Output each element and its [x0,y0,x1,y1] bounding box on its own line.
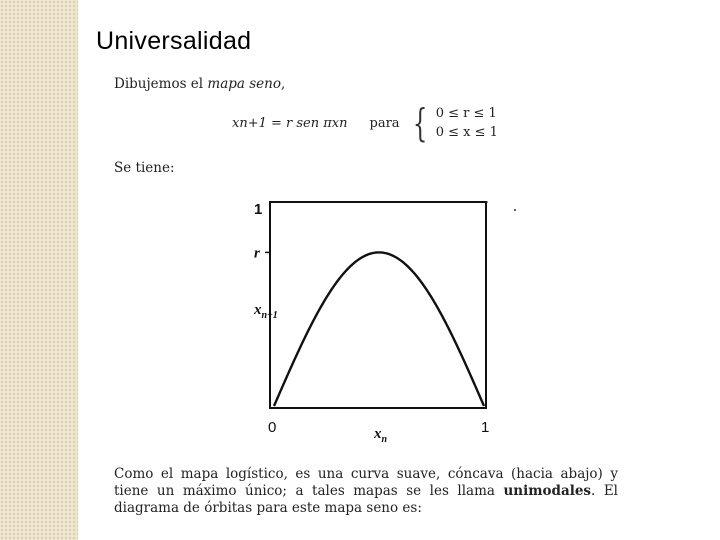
x-axis-label [373,426,388,445]
plot-speck [514,209,516,211]
r-label: r [254,245,260,262]
x-right-label: 1 [481,419,490,436]
x-axis-label-main: x [374,426,382,442]
x-left-label: 0 [268,419,277,436]
y-axis-label-sub: n+1 [261,310,278,321]
sine-map-plot-svg [240,190,530,450]
y-top-label: 1 [254,201,263,218]
intro-text-after: , [280,76,286,92]
formula-condition-r: 0 ≤ r ≤ 1 [435,106,497,121]
formula-condition-x: 0 ≤ x ≤ 1 [435,125,498,140]
sine-map-curve [274,252,484,406]
intro-text [114,76,285,93]
formula-equation: xn+1 = r sen πxn [232,115,348,131]
bottom-text-2: . El diagrama de órbitas para este mapa seno es: [114,483,618,516]
intro-text-before: Dibujemos el [114,76,208,92]
y-axis-label [253,302,278,321]
sine-map-plot [240,190,530,454]
se-tiene-text: Se tiene: [114,160,175,176]
slide-title: Universalidad [96,27,252,55]
x-axis-label-sub: n [381,434,388,445]
intro-text-emphasis: mapa seno [207,76,281,92]
formula-para-word: para [369,115,400,131]
sine-map-formula [232,101,498,145]
y-axis-label-main: x [254,302,262,318]
formula-conditions [436,104,498,142]
plot-frame [270,202,486,408]
bottom-paragraph [114,466,618,517]
left-decorative-strip [0,0,78,540]
formula-brace: { [412,101,427,145]
bottom-text-bold: unimodales [503,483,592,499]
bottom-text-1: Como el mapa logístico, es una curva suave, cóncava (hacia abajo) y tiene un máximo único; a tales mapas se les llama [114,466,618,499]
